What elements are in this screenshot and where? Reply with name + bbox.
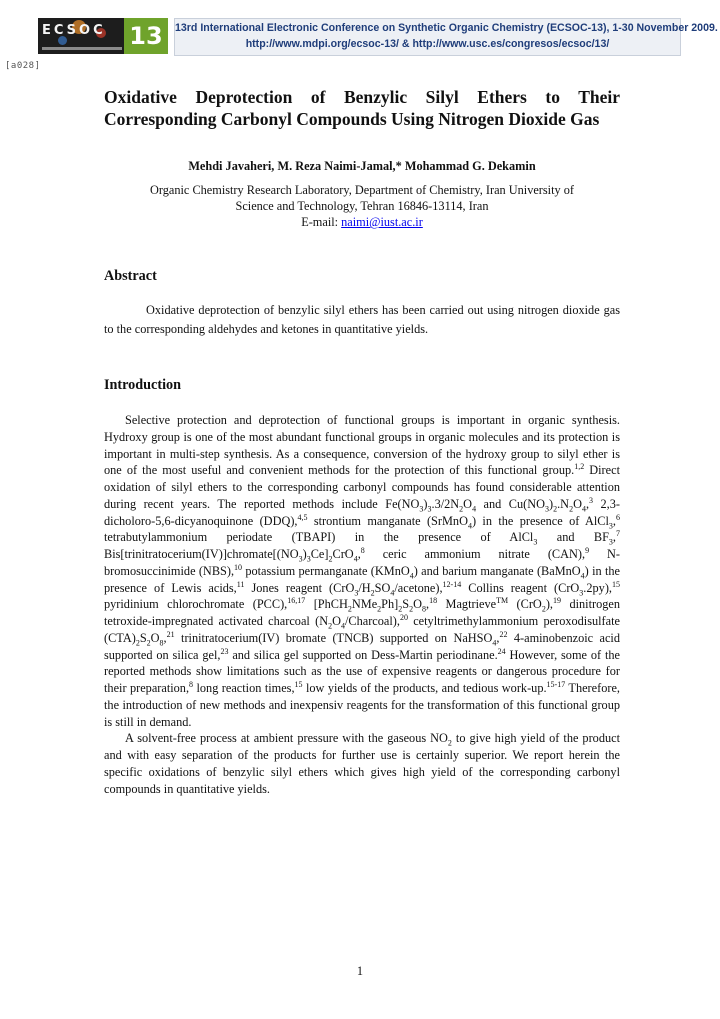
paper-body xyxy=(104,86,620,797)
email-line xyxy=(104,214,620,230)
email-label: E-mail: xyxy=(301,215,342,229)
abstract-text: Oxidative deprotection of benzylic silyl ethers has been carried out using nitrogen dioxide gas to the corresponding aldehydes and ketones in quantitative yields. xyxy=(104,303,620,336)
logo-strip xyxy=(42,47,122,50)
ecsoc-logo xyxy=(38,18,168,54)
affiliation-line-2: Science and Technology, Tehran 16846-13114, Iran xyxy=(235,199,489,213)
conference-title: 13rd International Electronic Conference on Synthetic Organic Chemistry (ECSOC-13), 1-30 November 2009. xyxy=(175,22,718,34)
page-id-label: [a028] xyxy=(5,61,41,71)
introduction-paragraph-2: A solvent-free process at ambient pressure with the gaseous $NO_2$ to give high yield of the product and with easy separation of the products for further use is certainly superior. We report herein the specific oxidations of benzylic silyl ethers which gives high yield of the corresponding carbonyl compounds in quantitative yields. xyxy=(104,731,620,796)
introduction-paragraph-1: Selective protection and deprotection of functional groups is important in organic synthesis. Hydroxy group is one of the most abundant functional groups in organic molecules and its protection is important in multi-step synthesis. As a consequence, conversion of the hydroxy group to silyl ether is one of the most useful and convenient methods for the protection of this functional group.$^{1,2}$ Direct oxidation of silyl ethers to the corresponding carbonyl compounds has found considerable attention during recent years. The reported methods include $Fe(NO_3)_3.3/2N_2O_4$ and $Cu(NO_3)_2.N_2O_4,^3$ 2,3-dicholoro-5,6-dicyanoquinone (DDQ),$^{4,5}$ strontium manganate (SrMnO$_4$) in the presence of AlCl$_3$,$^6$ tetrabutylammonium periodate (TBAPI) in the presence of AlCl$_3$ and $BF_3,^7$ $Bis[trinitratocerium(IV)]chromate[(NO_3)_3Ce]_2CrO_4,^8$ ceric ammonium nitrate (CAN),$^9$ N-bromosuccinimide (NBS),$^{10}$ potassium permanganate (KMnO$_4$) and barium manganate (BaMnO$_4$) in the presence of Lewis acids,$^{11}$ Jones reagent $(CrO_3/H_2SO_4/acetone),^{12-14}$ Collins reagent (CrO$_3$.2py),$^{15}$ pyridinium chlorochromate (PCC),$^{16,17}$ $[PhCH_2NMe_2Ph]_2S_2O_8,^{18}$ Magtrieve™ (CrO$_2$),$^{19}$ dinitrogen tetroxide-impregnated activated charcoal $(N_2O_4/Charcoal),^{20}$ cetyltrimethylammonium peroxodisulfate $(CTA)_2S_2O_8,^{21}$ trinitratocerium(IV) bromate (TNCB) supported on NaHSO$_4$,$^{22}$ 4-aminobenzoic acid supported on silica gel,$^{23}$ and silica gel supported on Dess-Martin periodinane.$^{24}$ However, some of the reported methods show limitations such as the use of expensive reagents or dangerous procedure for their preparation,$^8$ long reaction times,$^{15}$ low yields of the products, and tedious work-up.$^{15-17}$ Therefore, the introduction of new methods and inexpensiv reagents for the transformation of this functional group is still in demand. xyxy=(104,413,621,729)
email-link[interactable]: naimi@iust.ac.ir xyxy=(341,215,423,229)
abstract-heading: Abstract xyxy=(104,268,157,284)
paper-title: Oxidative Deprotection of Benzylic Silyl Ethers to Their Corresponding Carbonyl Compounds Using Nitrogen Dioxide Gas xyxy=(104,87,620,129)
conference-urls[interactable]: http://www.mdpi.org/ecsoc-13/ & http://www.usc.es/congresos/ecsoc/13/ xyxy=(245,38,610,50)
author-list: Mehdi Javaheri, M. Reza Naimi-Jamal,* Mohammad G. Dekamin xyxy=(188,159,536,173)
logo-letters: ECSOC xyxy=(42,23,106,38)
page-number: 1 xyxy=(356,964,364,978)
conference-banner xyxy=(38,18,718,56)
affiliation-line-1: Organic Chemistry Research Laboratory, Department of Chemistry, Iran University of xyxy=(149,183,574,197)
banner-text-box xyxy=(174,18,718,56)
logo-number: 13 xyxy=(124,18,168,54)
introduction-heading: Introduction xyxy=(104,377,181,393)
